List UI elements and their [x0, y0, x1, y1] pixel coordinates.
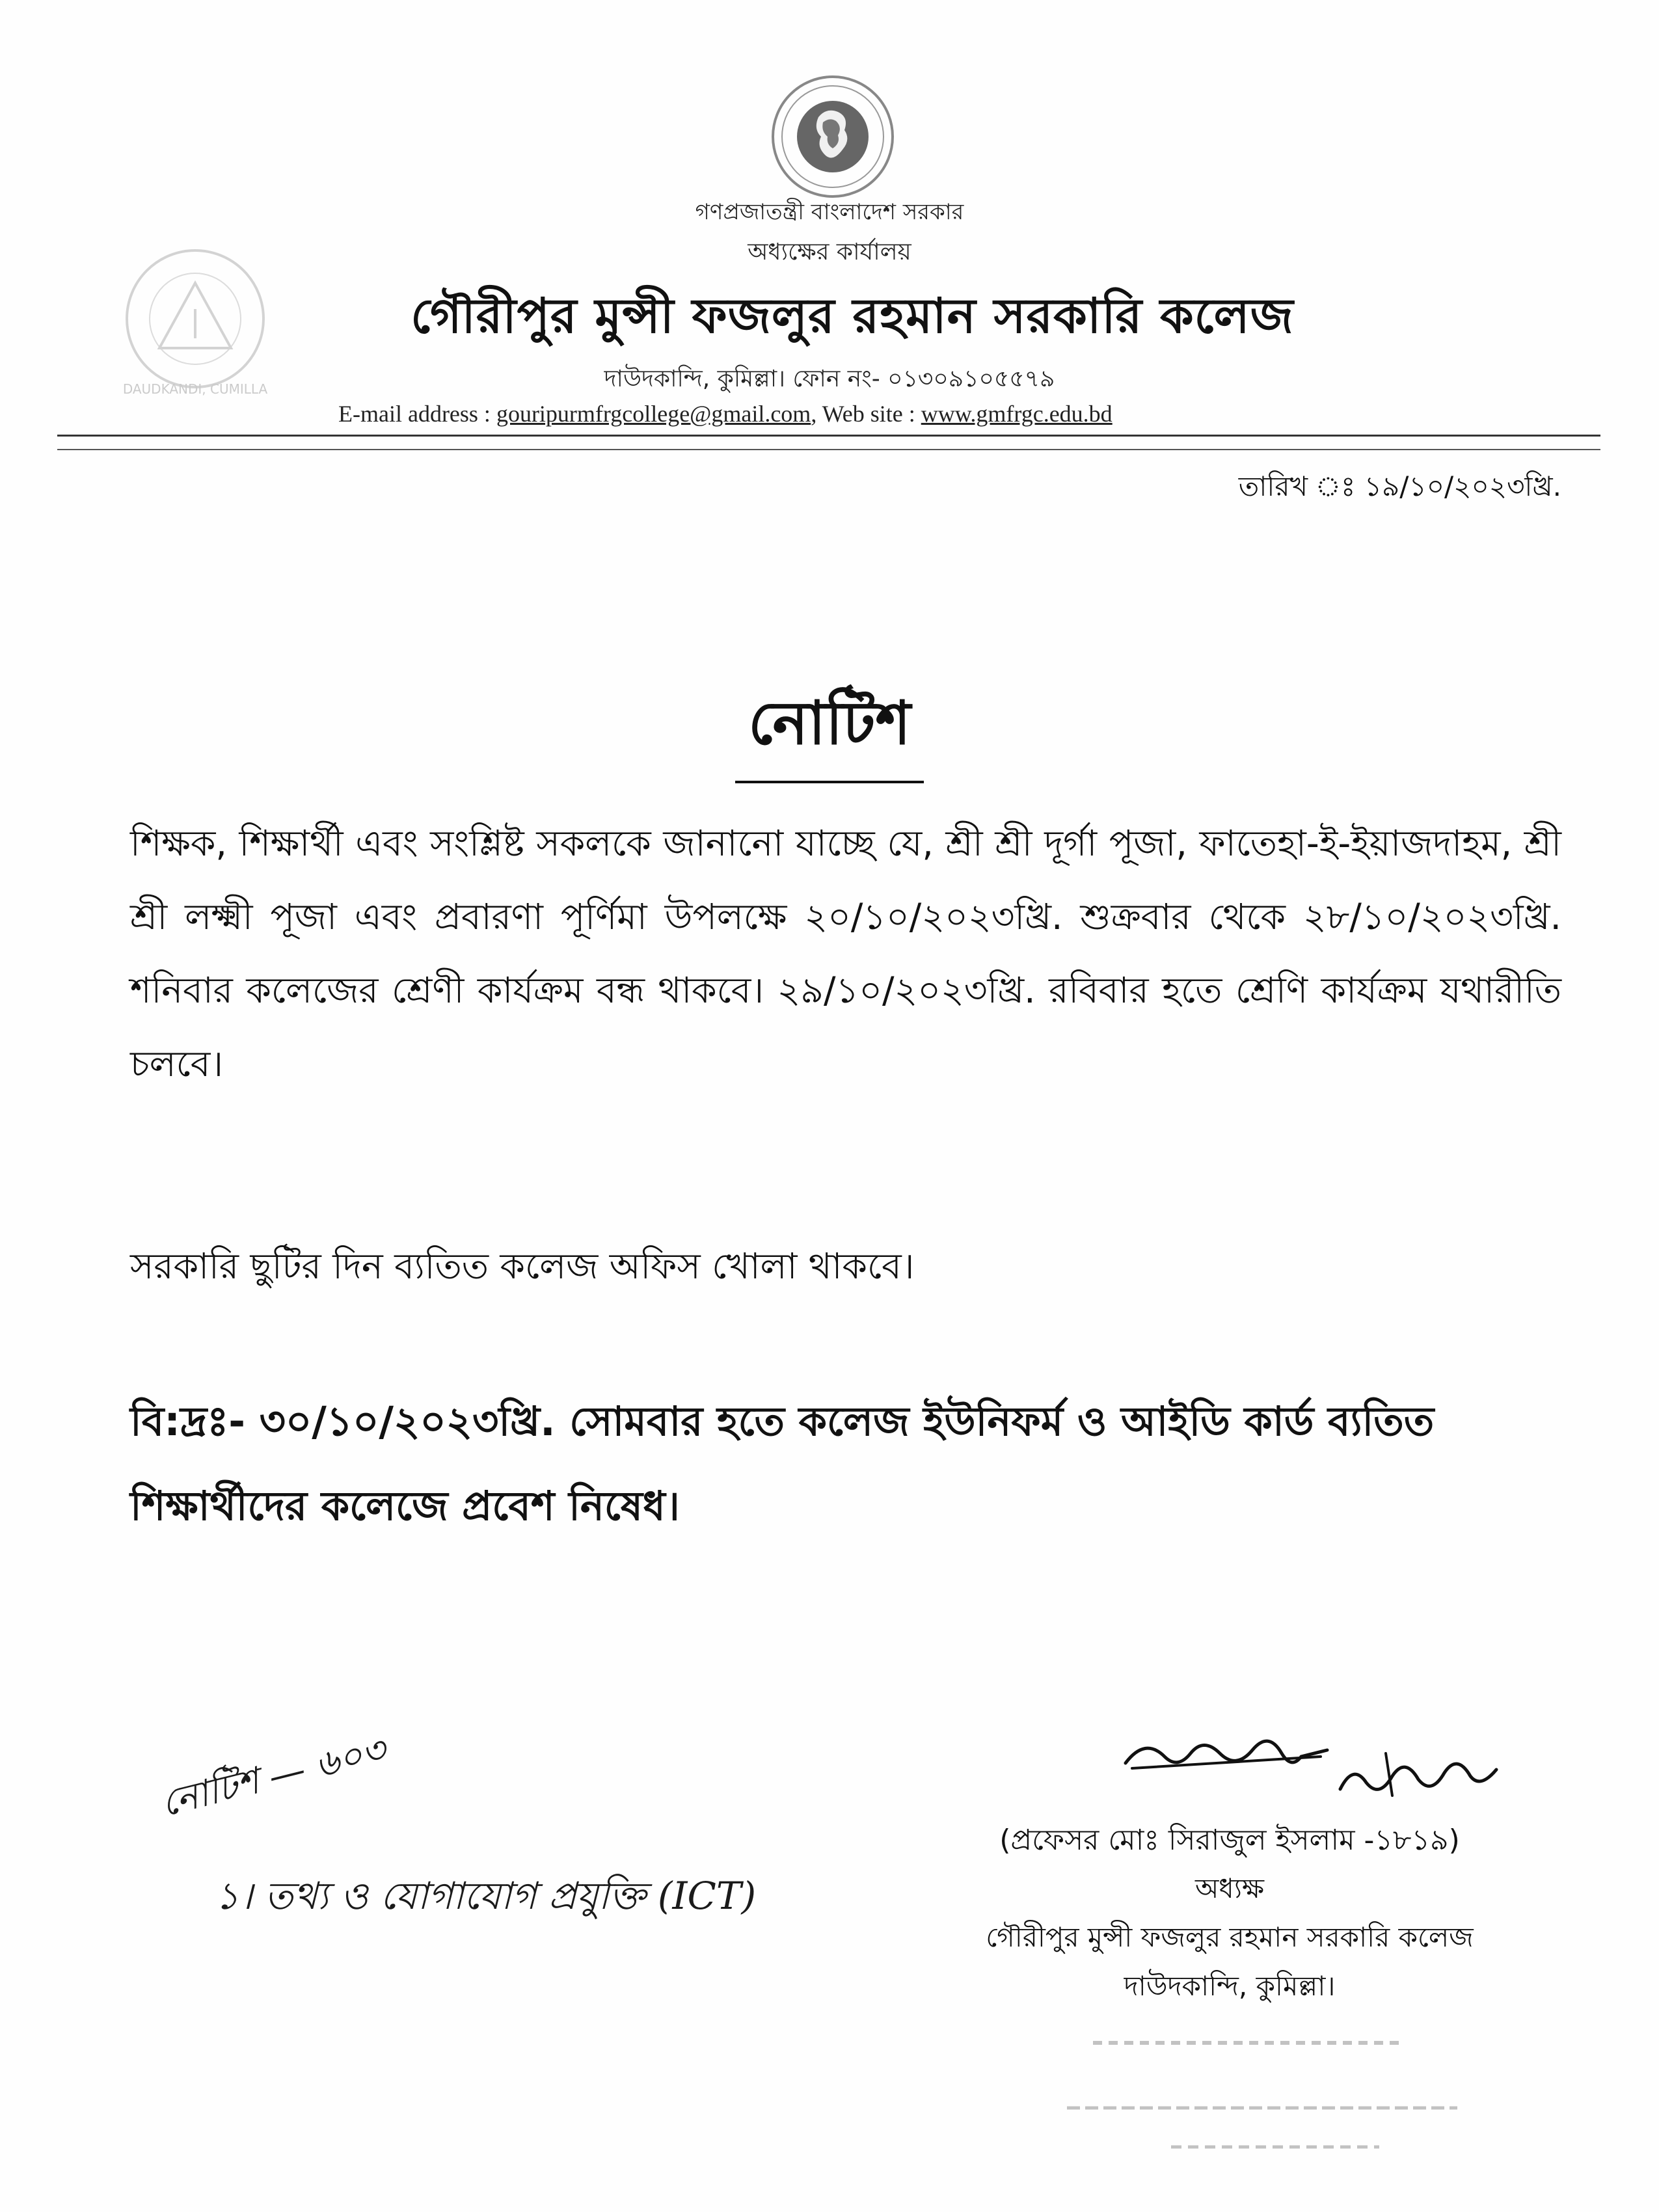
office-name: অধ্যক্ষের কার্যালয়	[748, 239, 911, 265]
signatory-name: (প্রফেসর মোঃ সিরাজুল ইসলাম -১৮১৯)	[999, 1824, 1460, 1857]
contact-line	[338, 400, 1113, 427]
college-name: গৌরীপুর মুন্সী ফজলুর রহমান সরকারি কলেজ	[411, 288, 1294, 344]
government-name: গণপ্রজাতন্ত্রী বাংলাদেশ সরকার	[695, 199, 964, 225]
notice-date: তারিখ ঃ ১৯/১০/২০২৩খ্রি.	[1238, 470, 1561, 502]
handwritten-note-1: নোটিশ — ৬০৩	[157, 1728, 390, 1826]
handwritten-signature-icon	[1106, 1692, 1522, 1809]
notice-body: শিক্ষক, শিক্ষার্থী এবং সংশ্লিষ্ট সকলকে জানানো যাচ্ছে যে, শ্রী শ্রী দূর্গা পূজা, ফাতেহা-ই-ইয়াজদাহম, শ্রী শ্রী লক্ষ্মী পূজা এবং প্রবারণা পূর্ণিমা উপলক্ষে ২০/১০/২০২৩খ্রি. শুক্রবার থেকে ২৮/১০/২০২৩খ্রি. শনিবার কলেজের শ্রেণী কার্যক্রম বন্ধ থাকবে। ২৯/১০/২০২৩খ্রি. রবিবার হতে শ্রেণি কার্যক্রম যথারীতি চলবে।	[130, 822, 1561, 1085]
handwritten-note-2: ১। তথ্য ও যোগাযোগ প্রযুক্তি (ICT)	[215, 1874, 757, 1918]
office-open-note: সরকারি ছুটির দিন ব্যতিত কলেজ অফিস খোলা থাকবে।	[130, 1245, 915, 1287]
college-address-phone: দাউদকান্দি, কুমিল্লা। ফোন নং- ০১৩০৯১০৫৫৭৯	[604, 366, 1055, 392]
website-label: , Web site :	[811, 401, 921, 427]
signatory-college: গৌরীপুর মুন্সী ফজলুর রহমান সরকারি কলেজ	[986, 1921, 1474, 1953]
notice-title-text: নোটিশ	[735, 677, 924, 783]
notice-title	[0, 677, 1659, 783]
header-divider-bottom	[57, 449, 1600, 450]
header-divider-top	[57, 435, 1600, 437]
email-link[interactable]: gouripurmfrgcollege@gmail.com	[496, 401, 811, 427]
nb-note: বি:দ্রঃ- ৩০/১০/২০২৩খ্রি. সোমবার হতে কলেজ ইউনিফর্ম ও আইডি কার্ড ব্যতিত শিক্ষার্থীদের কলেজে প্রবেশ নিষেধ।	[130, 1397, 1435, 1530]
email-label: E-mail address :	[338, 401, 496, 427]
bangladesh-government-emblem-icon	[768, 72, 898, 202]
signatory-address: দাউদকান্দি, কুমিল্লা।	[1124, 1970, 1336, 2002]
website-link[interactable]: www.gmfrgc.edu.bd	[921, 401, 1113, 427]
official-stamp-icon	[1041, 2023, 1483, 2179]
signatory-title: অধ্যক্ষ	[1194, 1872, 1265, 1904]
college-seal-text: DAUDKANDI, CUMILLA	[122, 381, 268, 397]
